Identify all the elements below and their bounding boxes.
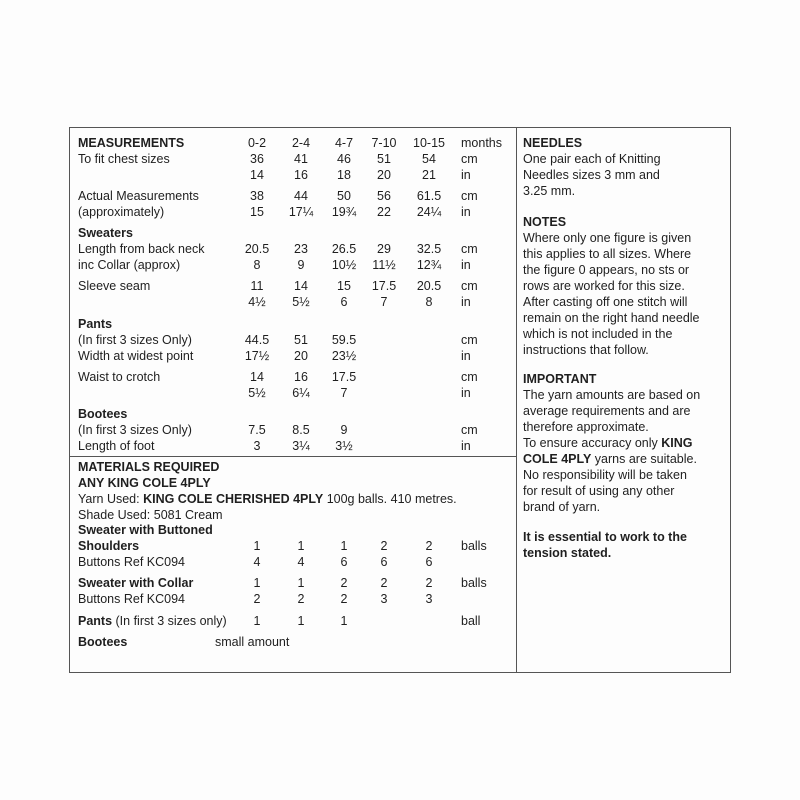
notes-line: Where only one figure is given (523, 231, 692, 245)
sleeve-in-value: 6 (340, 295, 348, 309)
length-in-value: 11½ (372, 258, 396, 272)
buttoned-buttons-value: 4 (253, 555, 261, 569)
materials-heading: MATERIALS REQUIRED (78, 460, 220, 474)
sleeve-in-value: 8 (425, 295, 433, 309)
chest-in-unit: in (461, 168, 471, 182)
chest-in-value: 18 (337, 168, 351, 182)
foot-in-unit: in (461, 439, 471, 453)
notes-line: rows are worked for this size. (523, 279, 685, 293)
brand-name: COLE 4PLY (523, 452, 592, 466)
chest-label: To fit chest sizes (78, 152, 170, 166)
chest-in-value: 21 (422, 168, 436, 182)
waist-in-value: 5½ (248, 386, 266, 400)
yarn-name: KING COLE CHERISHED 4PLY (143, 492, 324, 506)
notes-line: this applies to all sizes. Where (523, 247, 692, 261)
collar-buttons-value: 2 (297, 592, 305, 606)
sweater-buttoned-title: Sweater with Buttoned (78, 523, 213, 537)
sleeve-in-value: 7 (380, 295, 388, 309)
pants-balls-value: 1 (297, 614, 305, 628)
foot-in-value: 3½ (335, 439, 353, 453)
notes-line: the figure 0 appears, no sts or (523, 263, 690, 277)
yarn-text: 100g balls. 410 metres. (323, 492, 457, 506)
length-label-2: inc Collar (approx) (78, 258, 181, 272)
buttoned-buttons-value: 6 (425, 555, 433, 569)
chest-cm-value: 36 (250, 152, 264, 166)
actual-cm-value: 44 (294, 189, 308, 203)
sleeve-cm-value: 15 (337, 279, 351, 293)
notes-line: remain on the right hand needle (523, 311, 700, 325)
notes-line: which is not included in the (523, 327, 673, 341)
collar-balls-unit: balls (461, 576, 487, 590)
shade-line: Shade Used: 5081 Cream (78, 508, 223, 522)
buttoned-buttons-value: 6 (340, 555, 348, 569)
sleeve-cm-value: 17.5 (371, 279, 397, 293)
waist-label: Waist to crotch (78, 370, 161, 384)
important-line (523, 435, 728, 451)
chest-cm-value: 54 (422, 152, 436, 166)
important-line: The yarn amounts are based on (523, 388, 701, 402)
actual-in-value: 17¼ (288, 205, 314, 219)
actual-label: Actual Measurements (78, 189, 199, 203)
materials-sub: ANY KING COLE 4PLY (78, 476, 211, 490)
actual-in-value: 22 (377, 205, 391, 219)
length-in-value: 10½ (331, 258, 357, 272)
important-line: No responsibility will be taken (523, 468, 687, 482)
important-line: brand of yarn. (523, 500, 601, 514)
collar-buttons-value: 2 (340, 592, 348, 606)
waist-in-value: 6¼ (292, 386, 310, 400)
sleeve-in-unit: in (461, 295, 471, 309)
collar-buttons-value: 2 (253, 592, 261, 606)
length-label: Length from back neck (78, 242, 205, 256)
chest-cm-unit: cm (461, 152, 478, 166)
size-header: 0-2 (247, 136, 267, 150)
foot-in-value: 3¼ (292, 439, 310, 453)
foot-in-value: 3 (253, 439, 261, 453)
important-line (523, 451, 728, 467)
actual-in-value: 19¾ (331, 205, 357, 219)
buttoned-balls-value: 2 (425, 539, 433, 553)
buttoned-balls-value: 1 (253, 539, 261, 553)
tension-note-2: tension stated. (523, 546, 612, 560)
bootees-note: (In first 3 sizes Only) (78, 423, 192, 437)
width-in-value: 20 (294, 349, 308, 363)
important-line: for result of using any other (523, 484, 675, 498)
yarn-line (78, 491, 457, 507)
bootees-amount: small amount (215, 635, 290, 649)
chest-in-value: 20 (377, 168, 391, 182)
waist-cm-unit: cm (461, 370, 478, 384)
important-text: yarns are suitable. (591, 452, 697, 466)
sizes-unit: months (461, 136, 502, 150)
chest-in-value: 16 (294, 168, 308, 182)
notes-line: instructions that follow. (523, 343, 649, 357)
length-in-unit: in (461, 258, 471, 272)
waist-cm-value: 17.5 (331, 370, 357, 384)
needles-line: One pair each of Knitting (523, 152, 661, 166)
important-text: To ensure accuracy only (523, 436, 662, 450)
buttoned-balls-value: 1 (297, 539, 305, 553)
length-in-value: 12¾ (416, 258, 442, 272)
width-label: Width at widest point (78, 349, 194, 363)
buttoned-buttons-value: 6 (380, 555, 388, 569)
waist-in-unit: in (461, 386, 471, 400)
needles-line: Needles sizes 3 mm and (523, 168, 660, 182)
sleeve-in-value: 4½ (248, 295, 266, 309)
sweater-buttoned-title-2: Shoulders (78, 539, 140, 553)
size-header: 4-7 (334, 136, 354, 150)
chest-cm-value: 46 (337, 152, 351, 166)
actual-cm-value: 56 (377, 189, 391, 203)
width-cm-value: 44.5 (244, 333, 270, 347)
foot-cm-value: 7.5 (248, 423, 266, 437)
actual-in-value: 15 (250, 205, 264, 219)
size-header: 10-15 (413, 136, 445, 150)
section-divider (69, 456, 517, 457)
column-divider (516, 127, 517, 673)
sweater-collar-title: Sweater with Collar (78, 576, 194, 590)
yarn-text: Yarn Used: (78, 492, 144, 506)
sleeve-cm-value: 20.5 (416, 279, 442, 293)
pants-balls-value: 1 (340, 614, 348, 628)
notes-heading: NOTES (523, 215, 567, 229)
collar-balls-value: 2 (380, 576, 388, 590)
measurements-heading: MEASUREMENTS (78, 136, 185, 150)
actual-cm-value: 50 (337, 189, 351, 203)
length-cm-value: 23 (294, 242, 308, 256)
sleeve-in-value: 5½ (292, 295, 310, 309)
width-in-value: 17½ (244, 349, 270, 363)
actual-label-2: (approximately) (78, 205, 165, 219)
pants-balls-unit: ball (461, 614, 481, 628)
tension-note: It is essential to work to the (523, 530, 687, 544)
needles-heading: NEEDLES (523, 136, 583, 150)
buttoned-balls-value: 1 (340, 539, 348, 553)
needles-line: 3.25 mm. (523, 184, 576, 198)
pants-heading: Pants (78, 317, 113, 331)
important-line: therefore approximate. (523, 420, 649, 434)
sleeve-cm-unit: cm (461, 279, 478, 293)
buttoned-balls-unit: balls (461, 539, 487, 553)
collar-balls-value: 2 (340, 576, 348, 590)
important-line: average requirements and are (523, 404, 691, 418)
width-in-unit: in (461, 349, 471, 363)
actual-in-value: 24¼ (416, 205, 442, 219)
chest-in-value: 14 (250, 168, 264, 182)
width-cm-value: 51 (294, 333, 308, 347)
buttoned-balls-value: 2 (380, 539, 388, 553)
length-cm-value: 20.5 (244, 242, 270, 256)
pants-balls-value: 1 (253, 614, 261, 628)
collar-balls-value: 1 (297, 576, 305, 590)
pants-yarn-note: (In first 3 sizes only) (112, 614, 227, 628)
bootees-heading: Bootees (78, 407, 128, 421)
foot-label: Length of foot (78, 439, 155, 453)
chest-cm-value: 41 (294, 152, 308, 166)
notes-line: After casting off one stitch will (523, 295, 688, 309)
length-cm-value: 29 (377, 242, 391, 256)
sleeve-cm-value: 11 (250, 279, 264, 293)
length-cm-value: 26.5 (331, 242, 357, 256)
collar-balls-value: 1 (253, 576, 261, 590)
actual-cm-value: 61.5 (416, 189, 442, 203)
waist-in-value: 7 (340, 386, 348, 400)
buttoned-buttons-label: Buttons Ref KC094 (78, 555, 186, 569)
brand-name: KING (661, 436, 693, 450)
length-in-value: 8 (253, 258, 261, 272)
foot-cm-value: 8.5 (292, 423, 310, 437)
width-cm-unit: cm (461, 333, 478, 347)
foot-cm-value: 9 (340, 423, 348, 437)
sleeve-cm-value: 14 (294, 279, 308, 293)
buttoned-buttons-value: 4 (297, 555, 305, 569)
length-cm-unit: cm (461, 242, 478, 256)
actual-cm-value: 38 (250, 189, 264, 203)
size-header: 7-10 (371, 136, 397, 150)
width-cm-value: 59.5 (331, 333, 357, 347)
collar-buttons-label: Buttons Ref KC094 (78, 592, 186, 606)
important-heading: IMPORTANT (523, 372, 597, 386)
foot-cm-unit: cm (461, 423, 478, 437)
pants-yarn-line (78, 613, 227, 629)
length-cm-value: 32.5 (416, 242, 442, 256)
pants-yarn-title: Pants (78, 614, 113, 628)
chest-cm-value: 51 (377, 152, 391, 166)
width-in-value: 23½ (331, 349, 357, 363)
bootees-yarn-title: Bootees (78, 635, 128, 649)
pants-note: (In first 3 sizes Only) (78, 333, 192, 347)
actual-cm-unit: cm (461, 189, 478, 203)
size-header: 2-4 (291, 136, 311, 150)
waist-cm-value: 14 (250, 370, 264, 384)
waist-cm-value: 16 (294, 370, 308, 384)
sleeve-label: Sleeve seam (78, 279, 151, 293)
actual-in-unit: in (461, 205, 471, 219)
collar-balls-value: 2 (425, 576, 433, 590)
collar-buttons-value: 3 (380, 592, 388, 606)
sweaters-heading: Sweaters (78, 226, 133, 240)
collar-buttons-value: 3 (425, 592, 433, 606)
length-in-value: 9 (297, 258, 305, 272)
